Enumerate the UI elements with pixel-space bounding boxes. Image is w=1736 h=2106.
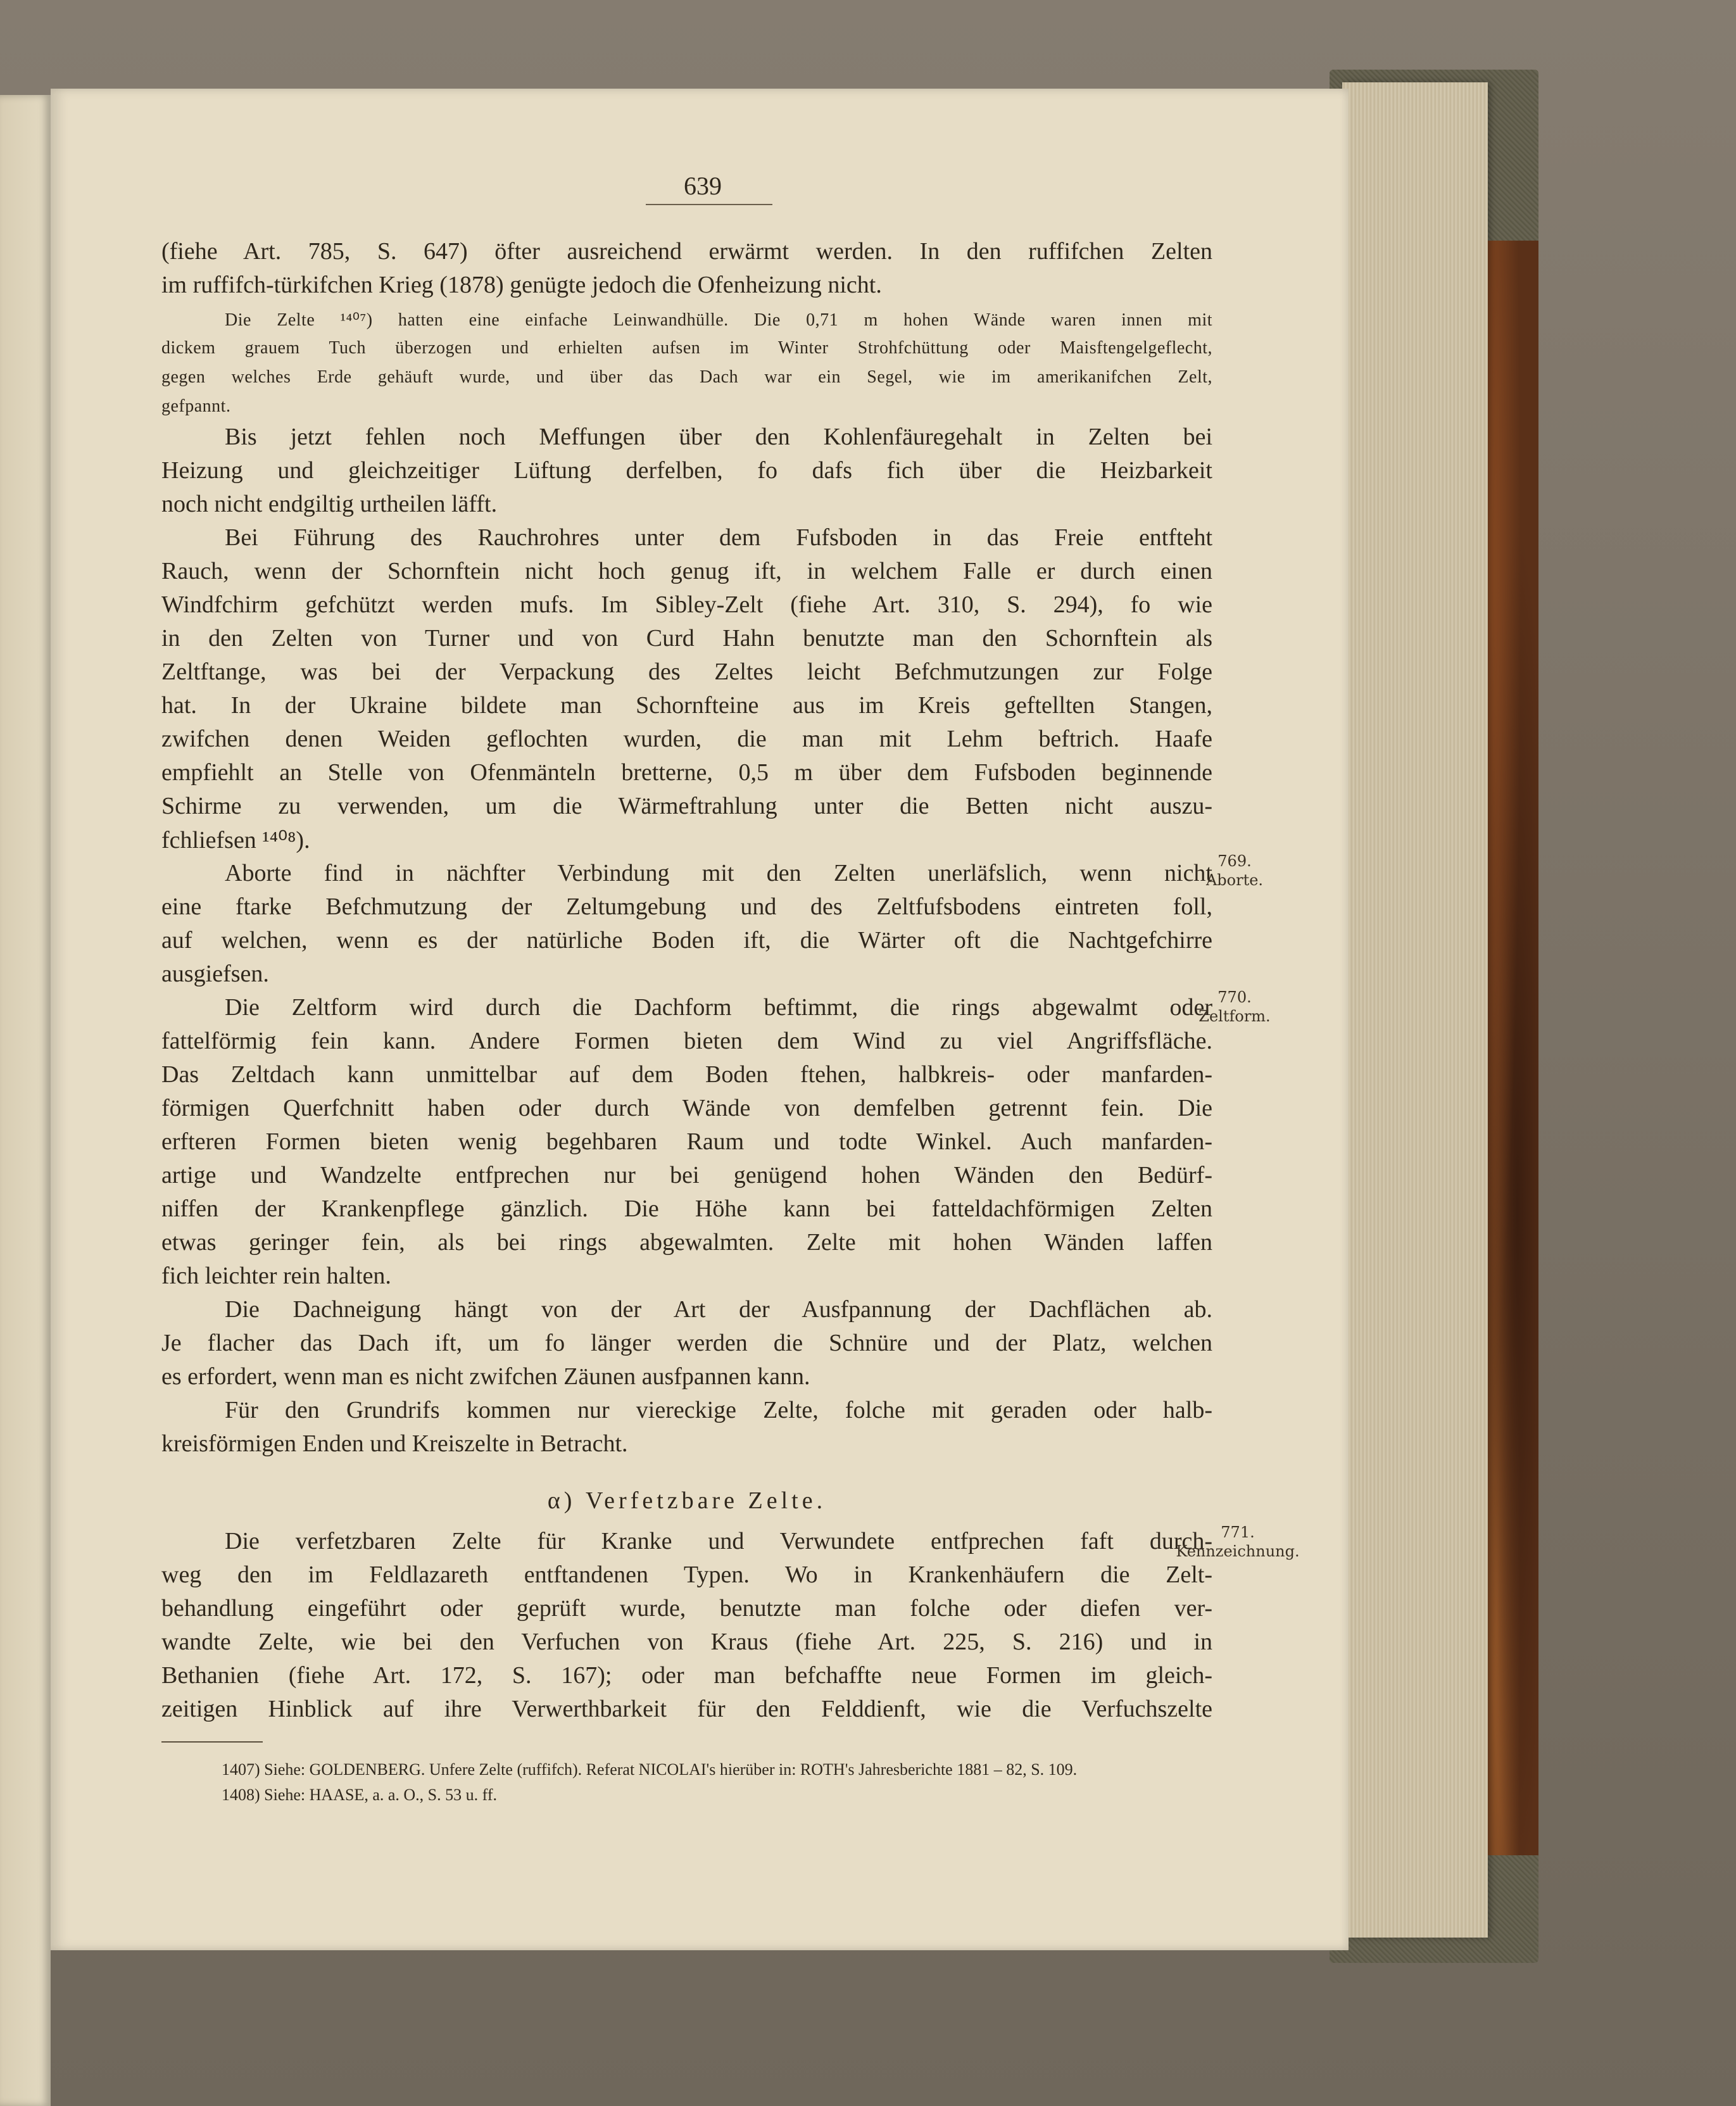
- margin-note-769: [1165, 852, 1304, 890]
- footnote: 1408) Siehe: HAASE, a. a. O., S. 53 u. ff.: [222, 1786, 497, 1804]
- small-print-line: gegen welches Erde gehäuft wurde, und über das Dach war ein Segel, wie im amerikanifchen Zelt,: [161, 367, 1212, 387]
- body-line: es erfordert, wenn man es nicht zwifchen Zäunen ausfpannen kann.: [161, 1363, 810, 1390]
- body-line: behandlung eingeführt oder geprüft wurde, benutzte man folche oder diefen ver-: [161, 1595, 1212, 1622]
- body-line: Rauch, wenn der Schornftein nicht hoch genug ift, in welchem Falle er durch einen: [161, 558, 1212, 584]
- small-print-line: dickem grauem Tuch überzogen und erhielten aufsen im Winter Strohfchüttung oder Maisftengelgeflecht,: [161, 338, 1212, 358]
- page-edges: [1342, 82, 1488, 1938]
- body-line: auf welchen, wenn es der natürliche Boden ift, die Wärter oft die Nachtgefchirre: [161, 927, 1212, 954]
- body-line: hat. In der Ukraine bildete man Schornfteine aus im Kreis geftellten Stangen,: [161, 692, 1212, 719]
- body-line: fchliefsen ¹⁴⁰⁸).: [161, 827, 310, 854]
- body-line: Schirme zu verwenden, um die Wärmeftrahlung unter die Betten nicht auszu-: [161, 793, 1212, 819]
- margin-note-771: [1155, 1523, 1320, 1561]
- body-line: Die verfetzbaren Zelte für Kranke und Verwundete entfprechen faft durch-: [225, 1528, 1212, 1554]
- margin-note-number: 769.: [1217, 852, 1252, 870]
- body-line: noch nicht endgiltig urtheilen läfft.: [161, 491, 498, 517]
- margin-note-number: 771.: [1221, 1523, 1255, 1541]
- body-line: fattelförmig fein kann. Andere Formen bieten dem Wind zu viel Angriffsfläche.: [161, 1028, 1212, 1054]
- section-heading: α) Verfetzbare Zelte.: [547, 1487, 827, 1514]
- body-line: kreisförmigen Enden und Kreiszelte in Betracht.: [161, 1430, 628, 1457]
- body-line: zeitigen Hinblick auf ihre Verwerthbarkeit für den Felddienft, wie die Verfuchszelte: [161, 1696, 1212, 1722]
- margin-note-label: Aborte.: [1205, 871, 1264, 889]
- body-line: ausgiefsen.: [161, 961, 269, 987]
- body-line: empfiehlt an Stelle von Ofenmänteln bretterne, 0,5 m über dem Fufsboden beginnende: [161, 759, 1212, 786]
- body-line: Für den Grundrifs kommen nur viereckige Zelte, folche mit geraden oder halb-: [225, 1397, 1212, 1423]
- body-line: eine ftarke Befchmutzung der Zeltumgebung und des Zeltfufsbodens eintreten foll,: [161, 893, 1212, 920]
- body-line: weg den im Feldlazareth entftandenen Typen. Wo in Krankenhäufern die Zelt-: [161, 1561, 1212, 1588]
- small-print-line: Die Zelte ¹⁴⁰⁷) hatten eine einfache Leinwandhülle. Die 0,71 m hohen Wände waren innen mit: [225, 310, 1212, 330]
- margin-note-label: Kennzeichnung.: [1176, 1542, 1300, 1560]
- body-line: Das Zeltdach kann unmittelbar auf dem Boden ftehen, halbkreis- oder manfarden-: [161, 1061, 1212, 1088]
- margin-note-number: 770.: [1217, 988, 1252, 1006]
- body-line: Die Zeltform wird durch die Dachform beftimmt, die rings abgewalmt oder: [225, 994, 1212, 1021]
- facing-page: [0, 95, 51, 2106]
- body-line: artige und Wandzelte entfprechen nur bei genügend hohen Wänden den Bedürf-: [161, 1162, 1212, 1189]
- body-line: niffen der Krankenpflege gänzlich. Die Höhe kann bei fatteldachförmigen Zelten: [161, 1195, 1212, 1222]
- body-line: Die Dachneigung hängt von der Art der Ausfpannung der Dachflächen ab.: [225, 1296, 1212, 1323]
- body-line: im ruffifch-türkifchen Krieg (1878) genügte jedoch die Ofenheizung nicht.: [161, 272, 882, 298]
- body-line: Bethanien (fiehe Art. 172, S. 167); oder man befchaffte neue Formen im gleich-: [161, 1662, 1212, 1689]
- body-line: etwas geringer fein, als bei rings abgewalmten. Zelte mit hohen Wänden laffen: [161, 1229, 1212, 1256]
- page-number-rule: [646, 204, 772, 205]
- margin-note-770: [1165, 988, 1304, 1026]
- book-page: [51, 89, 1349, 1950]
- body-line: Zeltftange, was bei der Verpackung des Zeltes leicht Befchmutzungen zur Folge: [161, 659, 1212, 685]
- body-line: erfteren Formen bieten wenig begehbaren Raum und todte Winkel. Auch manfarden-: [161, 1128, 1212, 1155]
- body-line: Bei Führung des Rauchrohres unter dem Fufsboden in das Freie entfteht: [225, 524, 1212, 551]
- body-line: Windfchirm gefchützt werden mufs. Im Sibley-Zelt (fiehe Art. 310, S. 294), fo wie: [161, 591, 1212, 618]
- margin-note-label: Zeltform.: [1198, 1007, 1271, 1025]
- body-line: Bis jetzt fehlen noch Meffungen über den Kohlenfäuregehalt in Zelten bei: [225, 424, 1212, 450]
- body-line: Je flacher das Dach ift, um fo länger werden die Schnüre und der Platz, welchen: [161, 1330, 1212, 1356]
- page-number: 639: [684, 172, 722, 200]
- body-line: fich leichter rein halten.: [161, 1263, 391, 1289]
- small-print-line: gefpannt.: [161, 396, 231, 416]
- body-line: förmigen Querfchnitt haben oder durch Wände von demfelben getrennt fein. Die: [161, 1095, 1212, 1121]
- footnote-rule: [161, 1741, 263, 1743]
- body-line: zwifchen denen Weiden geflochten wurden, die man mit Lehm beftrich. Haafe: [161, 726, 1212, 752]
- body-line: (fiehe Art. 785, S. 647) öfter ausreichend erwärmt werden. In den ruffifchen Zelten: [161, 238, 1212, 265]
- footnote: 1407) Siehe: GOLDENBERG. Unfere Zelte (ruffifch). Referat NICOLAI's hierüber in: ROTH's Jahresberichte 1881 – 82, S. 109.: [222, 1760, 1078, 1779]
- body-line: in den Zelten von Turner und von Curd Hahn benutzte man den Schornftein als: [161, 625, 1212, 652]
- body-line: Aborte find in nächfter Verbindung mit den Zelten unerläfslich, wenn nicht: [225, 860, 1212, 886]
- body-line: wandte Zelte, wie bei den Verfuchen von Kraus (fiehe Art. 225, S. 216) und in: [161, 1629, 1212, 1655]
- body-line: Heizung und gleichzeitiger Lüftung derfelben, fo dafs fich über die Heizbarkeit: [161, 457, 1212, 484]
